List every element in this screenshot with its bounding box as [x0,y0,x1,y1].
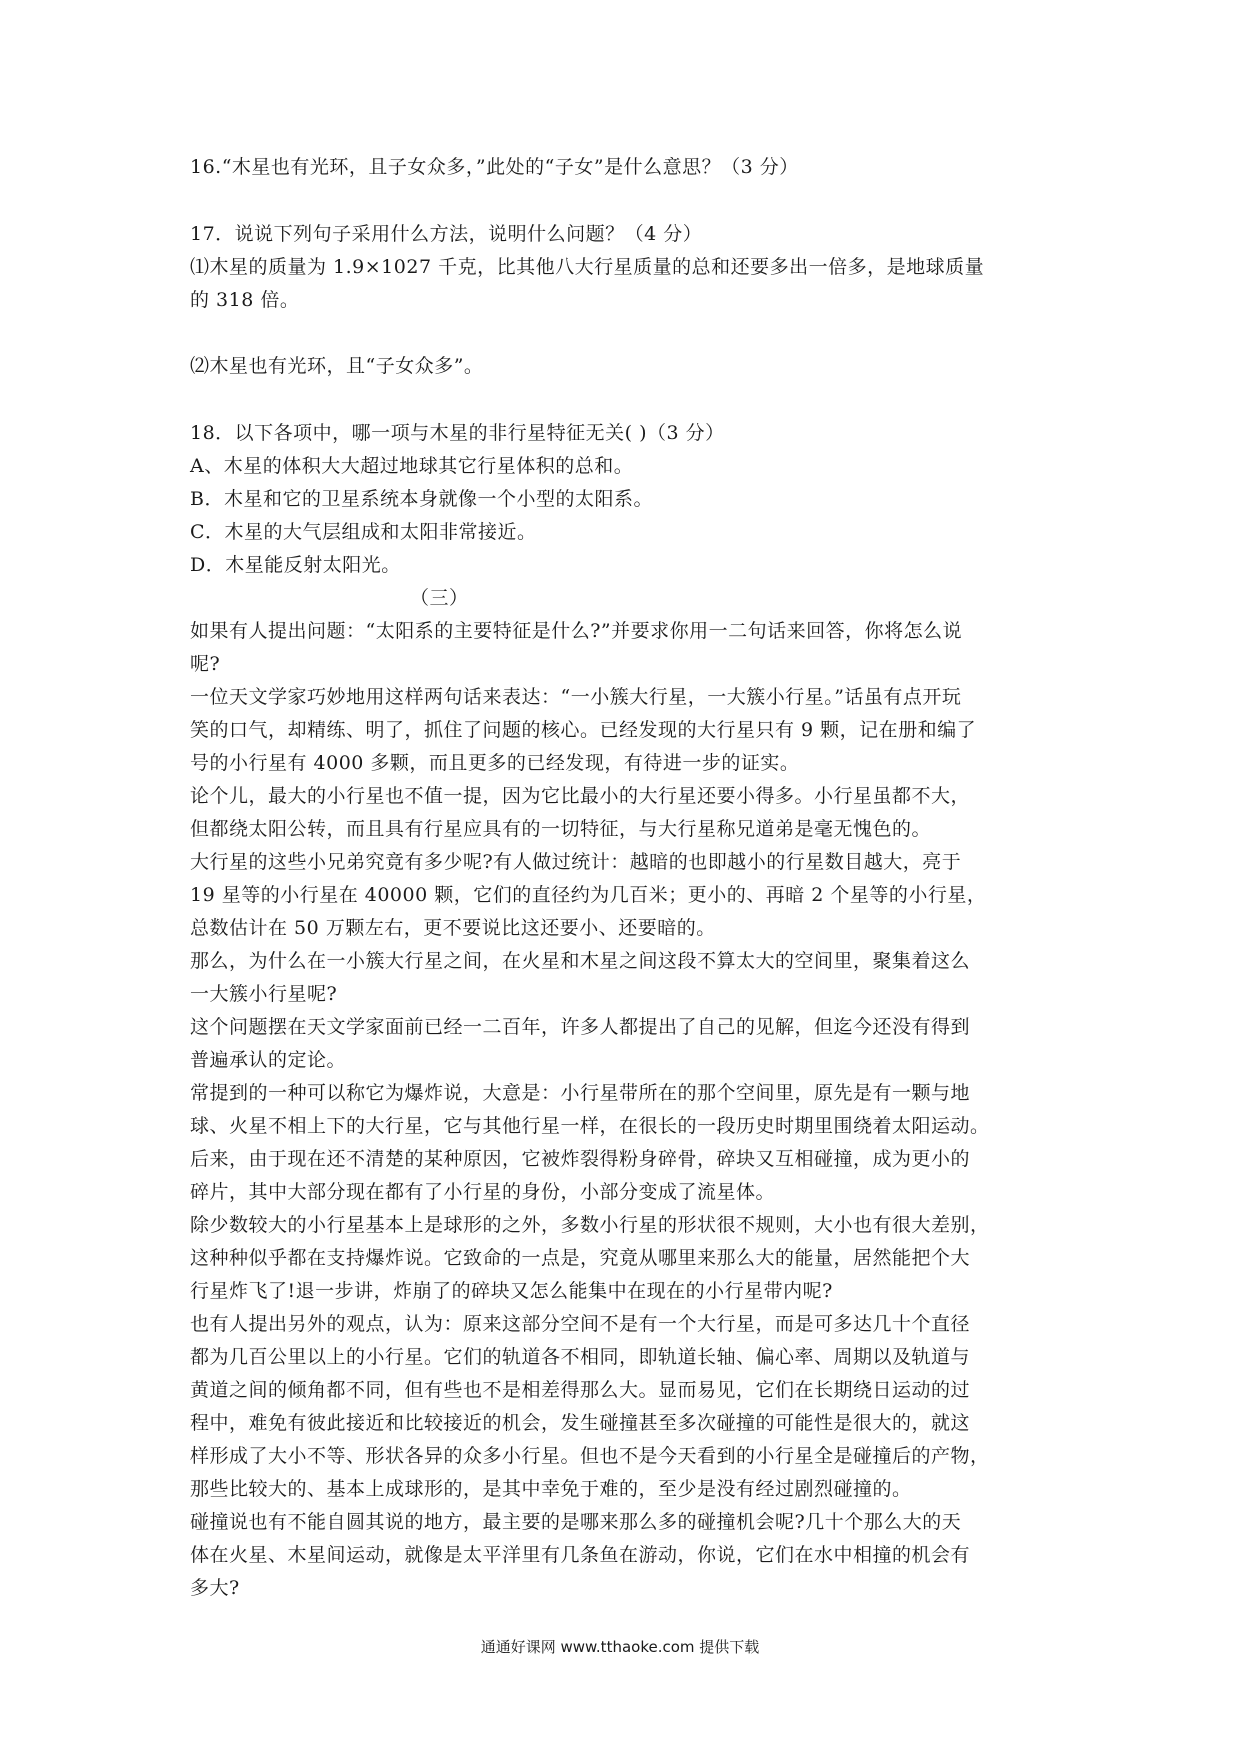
passage-line: 体在火星、木星间运动，就像是太平洋里有几条鱼在游动，你说，它们在水中相撞的机会有 [190,1544,971,1566]
question-18-option-b: B．木星和它的卫星系统本身就像一个小型的太阳系。 [190,488,653,510]
passage-line: 一大簇小行星呢? [190,983,338,1005]
passage-line: 除少数较大的小行星基本上是球形的之外，多数小行星的形状很不规则，大小也有很大差别， [190,1214,990,1236]
passage-line: 号的小行星有 4000 多颗，而且更多的已经发现，有待进一步的证实。 [190,752,800,774]
question-18: 18．以下各项中，哪一项与木星的非行星特征无关( )（3 分） [190,422,725,444]
question-17-item-1: ⑴木星的质量为 1.9×1027 千克，比其他八大行星质量的总和还要多出一倍多，是地球质量 [190,256,985,278]
passage-line: 球、火星不相上下的大行星，它与其他行星一样，在很长的一段历史时期里围绕着太阳运动。 [190,1115,990,1137]
question-17-item-2: ⑵木星也有光环，且“子女众多”。 [190,355,484,377]
section-heading: （三） [410,587,469,609]
passage-line: 碎片，其中大部分现在都有了小行星的身份，小部分变成了流星体。 [190,1181,776,1203]
passage-line: 后来，由于现在还不清楚的某种原因，它被炸裂得粉身碎骨，碎块又互相碰撞，成为更小的 [190,1148,971,1170]
passage-line: 多大? [190,1577,240,1599]
question-18-option-a: A、木星的体积大大超过地球其它行星体积的总和。 [190,455,634,477]
passage-line: 总数估计在 50 万颗左右，更不要说比这还要小、还要暗的。 [190,917,716,939]
passage-line: 那么，为什么在一小簇大行星之间，在火星和木星之间这段不算太大的空间里，聚集着这么 [190,950,971,972]
passage-line: 这种种似乎都在支持爆炸说。它致命的一点是，究竟从哪里来那么大的能量，居然能把个大 [190,1247,971,1269]
passage-line: 也有人提出另外的观点，认为：原来这部分空间不是有一个大行星，而是可多达几十个直径 [190,1313,971,1335]
passage-line: 论个儿，最大的小行星也不值一提，因为它比最小的大行星还要小得多。小行星虽都不大， [190,785,971,807]
passage-line: 行星炸飞了!退一步讲，炸崩了的碎块又怎么能集中在现在的小行星带内呢? [190,1280,833,1302]
passage-line: 如果有人提出问题：“太阳系的主要特征是什么?”并要求你用一二句话来回答，你将怎么说 [190,620,963,642]
passage-line: 碰撞说也有不能自圆其说的地方，最主要的是哪来那么多的碰撞机会呢?几十个那么大的天 [190,1511,962,1533]
question-18-option-d: D．木星能反射太阳光。 [190,554,401,576]
passage-line: 一位天文学家巧妙地用这样两句话来表达：“一小簇大行星，一大簇小行星。”话虽有点开玩 [190,686,962,708]
passage-line: 都为几百公里以上的小行星。它们的轨道各不相同，即轨道长轴、偏心率、周期以及轨道与 [190,1346,971,1368]
passage-line: 笑的口气，却精练、明了，抓住了问题的核心。已经发现的大行星只有 9 颗，记在册和编了 [190,719,977,741]
page-footer: 通通好课网 www.tthaoke.com 提供下载 [480,1638,760,1656]
passage-line: 19 星等的小行星在 40000 颗，它们的直径约为几百米；更小的、再暗 2 个星等的小行星， [190,884,987,906]
question-18-option-c: C．木星的大气层组成和太阳非常接近。 [190,521,537,543]
question-17-item-1-cont: 的 318 倍。 [190,289,300,311]
passage-line: 黄道之间的倾角都不同，但有些也不是相差得那么大。显而易见，它们在长期绕日运动的过 [190,1379,971,1401]
passage-line: 但都绕太阳公转，而且具有行星应具有的一切特征，与大行星称兄道弟是毫无愧色的。 [190,818,932,840]
passage-line: 样形成了大小不等、形状各异的众多小行星。但也不是今天看到的小行星全是碰撞后的产物， [190,1445,990,1467]
passage-line: 大行星的这些小兄弟究竟有多少呢?有人做过统计：越暗的也即越小的行星数目越大，亮于 [190,851,962,873]
question-17: 17．说说下列句子采用什么方法，说明什么问题？（4 分） [190,223,703,245]
passage-line: 常提到的一种可以称它为爆炸说，大意是：小行星带所在的那个空间里，原先是有一颗与地 [190,1082,971,1104]
passage-line: 这个问题摆在天文学家面前已经一二百年，许多人都提出了自己的见解，但迄今还没有得到 [190,1016,971,1038]
question-16: 16.“木星也有光环，且子女众多，”此处的“子女”是什么意思？（3 分） [190,156,799,178]
passage-line: 程中，难免有彼此接近和比较接近的机会，发生碰撞甚至多次碰撞的可能性是很大的，就这 [190,1412,971,1434]
passage-line: 那些比较大的、基本上成球形的，是其中幸免于难的，至少是没有经过剧烈碰撞的。 [190,1478,912,1500]
passage-line: 普遍承认的定论。 [190,1049,347,1071]
passage-line: 呢? [190,653,221,675]
